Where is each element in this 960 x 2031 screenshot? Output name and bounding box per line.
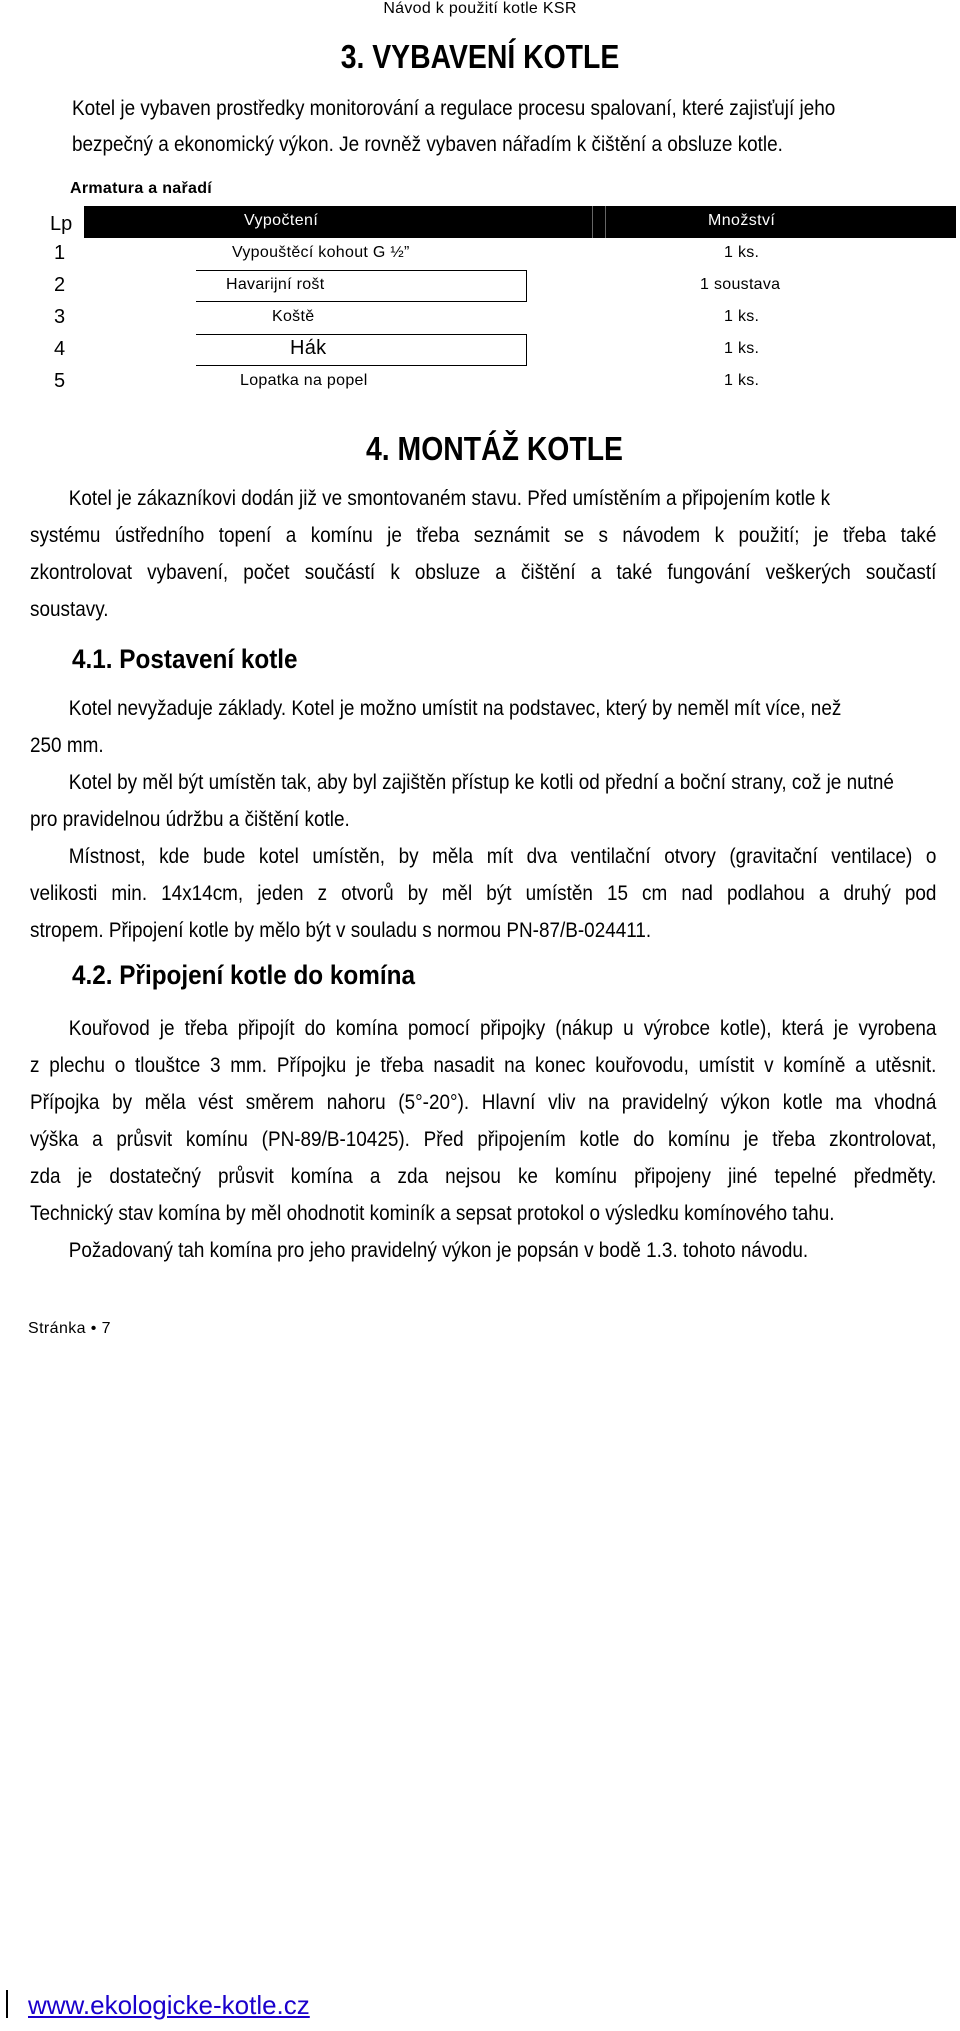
intro-line: Kotel je vybaven prostředky monitorování a regulace procesu spalovaní, které zajisťují jeho [72, 96, 836, 120]
row-lp: 3 [54, 306, 66, 328]
paragraph-line: pro pravidelnou údržbu a čištění kotle. [30, 807, 350, 831]
paragraph-line: Technický stav komína by měl ohodnotit kominík a sepsat protokol o výsledku komínového tahu. [30, 1201, 835, 1225]
section-3-intro [72, 90, 939, 162]
paragraph-line: výška a průsvit komínu (PN-89/B-10425). Před připojením kotle do komínu je třeba zkontrolovat, [30, 1127, 937, 1151]
row-lp: 5 [54, 370, 66, 392]
row-qty: 1 ks. [724, 372, 760, 389]
page-number: Stránka • 7 [28, 1320, 111, 1337]
row-name: Koště [272, 308, 315, 325]
table-header [84, 206, 956, 238]
website-link[interactable]: www.ekologicke-kotle.cz [28, 1990, 310, 2020]
paragraph-line: Přípojka by měla vést směrem nahoru (5°-20°). Hlavní vliv na pravidelný výkon kotle ma vhodná [30, 1090, 937, 1114]
section-4-paragraph [30, 480, 936, 628]
row-qty: 1 soustava [700, 276, 781, 293]
footer-bar [6, 1990, 8, 2018]
paragraph-line: Požadovaný tah komína pro jeho pravidelný výkon je popsán v bodě 1.3. tohoto návodu. [68, 1238, 809, 1262]
paragraph-line: stropem. Připojení kotle by mělo být v souladu s normou PN-87/B-024411. [30, 918, 652, 942]
table-row [0, 238, 960, 270]
paragraph-line: zda je dostatečný průsvit komína a zda nejsou ke komínu připojeny jiné tepelné předměty. [30, 1164, 937, 1188]
paragraph-line: zkontrolovat vybavení, počet součástí k obsluze a čištění a také fungování veškerých součastí [30, 560, 937, 584]
section-4-2-title: 4.2. Připojení kotle do komína [72, 960, 415, 990]
paragraph-line: Kotel by měl být umístěn tak, aby byl zajištěn přístup ke kotli od přední a boční strany, což je nutné [68, 770, 894, 794]
table-header-separator [592, 206, 606, 238]
paragraph-line: velikosti min. 14x14cm, jeden z otvorů by měl být umístěn 15 cm nad podlahou a druhý pod [30, 881, 937, 905]
row-lp: 1 [54, 242, 66, 264]
section-4-title: 4. MONTÁŽ KOTLE [366, 430, 623, 467]
row-name: Lopatka na popel [240, 372, 368, 389]
section-4-1-title: 4.1. Postavení kotle [72, 644, 298, 674]
table-header-name: Vypočtení [244, 212, 319, 229]
section-3-title: 3. VYBAVENÍ KOTLE [340, 38, 620, 75]
table-row [0, 302, 960, 334]
table-caption: Armatura a nařadí [70, 180, 213, 197]
row-qty: 1 ks. [724, 308, 760, 325]
table-header-qty: Množství [708, 212, 776, 229]
paragraph-line: soustavy. [30, 597, 109, 621]
page-header: Návod k použití kotle KSR [383, 0, 577, 17]
paragraph-line: z plechu o tlouštce 3 mm. Přípojku je třeba nasadit na konec kouřovodu, umístit v komíně a utěsnit. [30, 1053, 937, 1077]
row-lp: 4 [54, 338, 66, 360]
row-name: Havarijní rošt [226, 276, 325, 293]
row-qty: 1 ks. [724, 244, 760, 261]
table-row [0, 270, 960, 302]
table-row [0, 366, 960, 398]
table-row [0, 334, 960, 366]
paragraph-line: Kotel je zákazníkovi dodán již ve smontovaném stavu. Před umístěním a připojením kotle k [68, 486, 831, 510]
row-name: Hák [290, 337, 327, 359]
paragraph-line: systému ústředního topení a komínu je třeba seznámit se s návodem k použití; je třeba také [30, 523, 937, 547]
row-qty: 1 ks. [724, 340, 760, 357]
paragraph-line: Kotel nevyžaduje základy. Kotel je možno umístit na podstavec, který by neměl mít více, než [68, 696, 842, 720]
section-4-2-text [30, 1010, 936, 1269]
section-4-1-text [30, 690, 936, 949]
paragraph-line: Místnost, kde bude kotel umístěn, by měla mít dva ventilační otvory (gravitační ventilace) o [68, 844, 937, 868]
intro-line: bezpečný a ekonomický výkon. Je rovněž vybaven nářadím k čištění a obsluze kotle. [72, 132, 783, 156]
paragraph-line: Kouřovod je třeba připojít do komína pomocí připojky (nákup u výrobce kotle), která je vyrobena [68, 1016, 937, 1040]
table-header-lp: Lp [50, 213, 73, 235]
row-name: Vypouštěcí kohout G ½” [232, 244, 410, 261]
paragraph-line: 250 mm. [30, 733, 104, 757]
row-lp: 2 [54, 274, 66, 296]
